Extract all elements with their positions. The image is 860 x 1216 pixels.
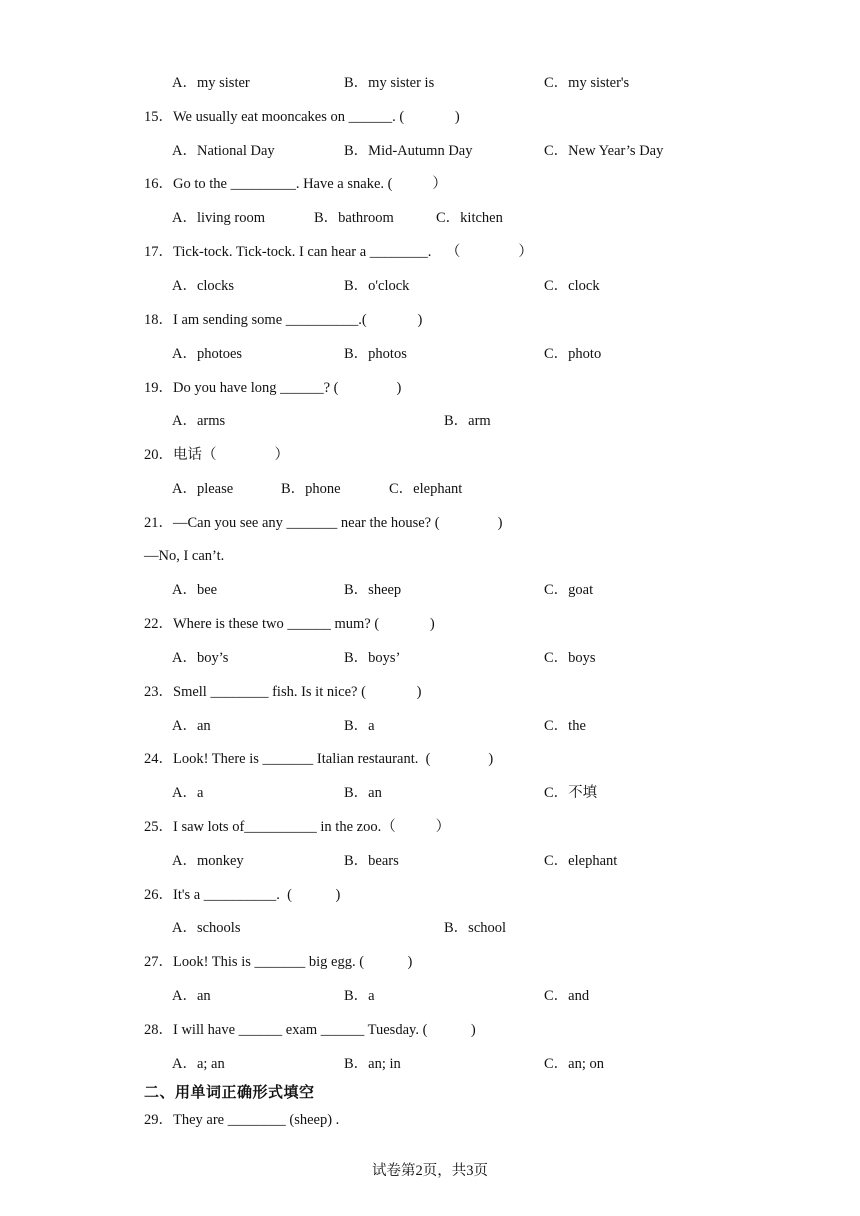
q14-option-c: C．my sister's [544,75,630,91]
q16-stem: 16．Go to the _________. Have a snake. ( ） [144,176,447,192]
q24-option-a: A．a [172,785,204,801]
q27-option-b: B．a [344,988,375,1004]
q22-option-a: A．boy’s [172,650,229,666]
q18-stem: 18．I am sending some __________.( ) [144,312,423,328]
q28-option-a: A．a; an [172,1056,225,1072]
q16-option-c: C．kitchen [436,210,503,226]
q17-stem: 17．Tick-tock. Tick-tock. I can hear a ________. （ ） [144,244,533,260]
q24-stem: 24．Look! There is _______ Italian restaurant. ( ) [144,751,494,767]
q19-option-a: A．arms [172,413,226,429]
page-footer: 试卷第2页，共3页 [372,1163,488,1179]
q18-option-b: B．photos [344,346,407,362]
q27-option-a: A．an [172,988,211,1004]
section-title: 二、用单词正确形式填空 [144,1083,315,1101]
q27-option-c: C．and [544,988,590,1004]
q25-option-a: A．monkey [172,853,244,869]
q22-option-b: B．boys’ [344,650,401,666]
q15-option-a: A．National Day [172,143,275,159]
q20-option-a: A．please [172,481,234,497]
q24-option-c: C．不填 [544,785,598,801]
q23-option-c: C．the [544,718,586,734]
q22-option-c: C．boys [544,650,596,666]
q18-option-c: C．photo [544,346,602,362]
q14-option-a: A．my sister [172,75,250,91]
q15-stem: 15．We usually eat mooncakes on ______. ( ) [144,109,460,125]
q27-stem: 27．Look! This is _______ big egg. ( ) [144,954,413,970]
q26-stem: 26．It's a __________. ( ) [144,887,341,903]
q15-option-c: C．New Year’s Day [544,143,664,159]
q21-option-c: C．goat [544,582,594,598]
q26-option-b: B．school [444,920,507,936]
q25-stem: 25．I saw lots of__________ in the zoo.（ ） [144,819,451,835]
q14-option-b: B．my sister is [344,75,435,91]
q20-option-b: B．phone [281,481,341,497]
q28-option-c: C．an; on [544,1056,605,1072]
q21-stem: 21．—Can you see any _______ near the house? ( ) [144,515,503,531]
q17-option-c: C．clock [544,278,600,294]
q16-option-b: B．bathroom [314,210,394,226]
q20-stem: 20．电话（ ） [144,447,289,463]
q25-option-c: C．elephant [544,853,618,869]
q22-stem: 22．Where is these two ______ mum? ( ) [144,616,435,632]
q23-stem: 23．Smell ________ fish. Is it nice? ( ) [144,684,422,700]
q26-option-a: A．schools [172,920,241,936]
q19-stem: 19．Do you have long ______? ( ) [144,380,402,396]
q23-option-a: A．an [172,718,211,734]
q15-option-b: B．Mid-Autumn Day [344,143,473,159]
q28-stem: 28．I will have ______ exam ______ Tuesday. ( ) [144,1022,476,1038]
q21-option-a: A．bee [172,582,218,598]
q21-option-b: B．sheep [344,582,402,598]
q24-option-b: B．an [344,785,382,801]
q16-option-a: A．living room [172,210,266,226]
q19-option-b: B．arm [444,413,491,429]
q23-option-b: B．a [344,718,375,734]
q25-option-b: B．bears [344,853,399,869]
q17-option-b: B．o'clock [344,278,410,294]
q21-reply: —No, I can’t. [144,548,225,564]
q18-option-a: A．photoes [172,346,243,362]
q28-option-b: B．an; in [344,1056,401,1072]
q17-option-a: A．clocks [172,278,235,294]
q20-option-c: C．elephant [389,481,463,497]
q29-stem: 29．They are ________ (sheep) . [144,1112,340,1128]
